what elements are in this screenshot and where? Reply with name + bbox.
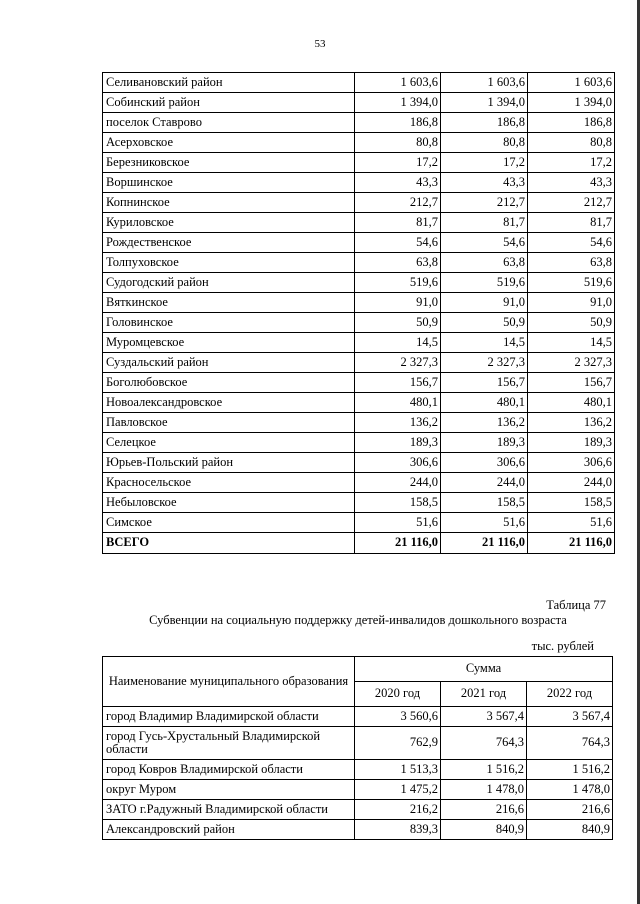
value-2021: 158,5	[441, 493, 528, 513]
municipality-name: Асерховское	[103, 133, 355, 153]
value-2021: 306,6	[441, 453, 528, 473]
value-2022: 244,0	[528, 473, 615, 493]
table-caption: Таблица 77	[546, 598, 606, 612]
total-2022: 21 116,0	[528, 533, 615, 554]
value-2021: 14,5	[441, 333, 528, 353]
municipality-name: Павловское	[103, 413, 355, 433]
value-2020: 306,6	[355, 453, 441, 473]
value-2022: 43,3	[528, 173, 615, 193]
municipality-name: город Гусь-Хрустальный Владимирской области	[103, 727, 355, 760]
municipality-name: Боголюбовское	[103, 373, 355, 393]
value-2022: 764,3	[527, 727, 613, 760]
value-2020: 50,9	[355, 313, 441, 333]
value-2020: 1 475,2	[355, 780, 441, 800]
table-row	[103, 433, 615, 453]
total-label: ВСЕГО	[103, 533, 355, 554]
value-2021: 51,6	[441, 513, 528, 533]
table-row	[103, 233, 615, 253]
value-2020: 81,7	[355, 213, 441, 233]
value-2022: 212,7	[528, 193, 615, 213]
municipality-name: Копнинское	[103, 193, 355, 213]
value-2022: 50,9	[528, 313, 615, 333]
table-row	[103, 113, 615, 133]
value-2022: 189,3	[528, 433, 615, 453]
value-2021: 43,3	[441, 173, 528, 193]
table-row	[103, 493, 615, 513]
municipality-name: Вяткинское	[103, 293, 355, 313]
value-2020: 1 603,6	[355, 73, 441, 93]
value-2022: 519,6	[528, 273, 615, 293]
value-2021: 80,8	[441, 133, 528, 153]
municipality-name: Судогодский район	[103, 273, 355, 293]
value-2020: 80,8	[355, 133, 441, 153]
value-2020: 212,7	[355, 193, 441, 213]
header-municipality: Наименование муниципального образования	[103, 657, 355, 707]
table-row	[103, 760, 613, 780]
table-row	[103, 707, 613, 727]
value-2022: 156,7	[528, 373, 615, 393]
value-2020: 3 560,6	[355, 707, 441, 727]
value-2020: 2 327,3	[355, 353, 441, 373]
value-2022: 136,2	[528, 413, 615, 433]
value-2020: 839,3	[355, 820, 441, 840]
value-2020: 17,2	[355, 153, 441, 173]
table-row	[103, 393, 615, 413]
table-row	[103, 353, 615, 373]
header-sum: Сумма	[355, 657, 613, 682]
total-2020: 21 116,0	[355, 533, 441, 554]
municipality-name: ЗАТО г.Радужный Владимирской области	[103, 800, 355, 820]
value-2022: 216,6	[527, 800, 613, 820]
value-2022: 3 567,4	[527, 707, 613, 727]
value-2021: 1 516,2	[441, 760, 527, 780]
total-2021: 21 116,0	[441, 533, 528, 554]
value-2020: 1 513,3	[355, 760, 441, 780]
value-2021: 63,8	[441, 253, 528, 273]
value-2021: 1 394,0	[441, 93, 528, 113]
header-year-2021: 2021 год	[441, 682, 527, 707]
municipality-name: Красносельское	[103, 473, 355, 493]
value-2022: 17,2	[528, 153, 615, 173]
value-2021: 519,6	[441, 273, 528, 293]
disabled-children-table-body	[103, 707, 613, 840]
municipality-name: Симское	[103, 513, 355, 533]
municipality-name: Куриловское	[103, 213, 355, 233]
header-year-2022: 2022 год	[527, 682, 613, 707]
value-2021: 216,6	[441, 800, 527, 820]
municipality-name: Головинское	[103, 313, 355, 333]
municipality-name: город Ковров Владимирской области	[103, 760, 355, 780]
value-2021: 3 567,4	[441, 707, 527, 727]
value-2020: 91,0	[355, 293, 441, 313]
table-row	[103, 800, 613, 820]
municipality-name: Толпуховское	[103, 253, 355, 273]
table-title: Субвенции на социальную поддержку детей-инвалидов дошкольного возраста	[149, 613, 567, 627]
value-2021: 764,3	[441, 727, 527, 760]
table-row	[103, 333, 615, 353]
value-2020: 136,2	[355, 413, 441, 433]
value-2020: 480,1	[355, 393, 441, 413]
value-2022: 1 478,0	[527, 780, 613, 800]
table-row	[103, 727, 613, 760]
subsidy-table-body	[103, 73, 615, 554]
value-2020: 51,6	[355, 513, 441, 533]
table-row	[103, 193, 615, 213]
value-2020: 189,3	[355, 433, 441, 453]
value-2021: 17,2	[441, 153, 528, 173]
value-2020: 1 394,0	[355, 93, 441, 113]
value-2021: 50,9	[441, 313, 528, 333]
municipality-name: Новоалександровское	[103, 393, 355, 413]
value-2021: 186,8	[441, 113, 528, 133]
table-row	[103, 453, 615, 473]
table-row	[103, 133, 615, 153]
table-row	[103, 173, 615, 193]
value-2021: 136,2	[441, 413, 528, 433]
table-row	[103, 93, 615, 113]
page-number: 53	[314, 38, 326, 50]
value-2021: 54,6	[441, 233, 528, 253]
value-2021: 244,0	[441, 473, 528, 493]
table-row	[103, 780, 613, 800]
value-2021: 91,0	[441, 293, 528, 313]
value-2021: 212,7	[441, 193, 528, 213]
value-2020: 244,0	[355, 473, 441, 493]
value-2020: 762,9	[355, 727, 441, 760]
value-2022: 840,9	[527, 820, 613, 840]
municipality-name: Селецкое	[103, 433, 355, 453]
value-2022: 1 394,0	[528, 93, 615, 113]
table-row	[103, 373, 615, 393]
table-row	[103, 513, 615, 533]
municipality-name: Рождественское	[103, 233, 355, 253]
table-row	[103, 293, 615, 313]
value-2020: 54,6	[355, 233, 441, 253]
municipality-name: Селивановский район	[103, 73, 355, 93]
value-2022: 81,7	[528, 213, 615, 233]
table-row	[103, 473, 615, 493]
table-row	[103, 820, 613, 840]
value-2021: 1 603,6	[441, 73, 528, 93]
value-2022: 1 516,2	[527, 760, 613, 780]
value-2020: 156,7	[355, 373, 441, 393]
value-2020: 43,3	[355, 173, 441, 193]
table-row	[103, 153, 615, 173]
units-label: тыс. рублей	[531, 639, 594, 653]
municipality-name: округ Муром	[103, 780, 355, 800]
municipality-name: Собинский район	[103, 93, 355, 113]
value-2021: 81,7	[441, 213, 528, 233]
municipality-name: Юрьев-Польский район	[103, 453, 355, 473]
value-2020: 63,8	[355, 253, 441, 273]
value-2021: 2 327,3	[441, 353, 528, 373]
municipality-name: Суздальский район	[103, 353, 355, 373]
value-2020: 519,6	[355, 273, 441, 293]
municipality-name: Березниковское	[103, 153, 355, 173]
value-2021: 480,1	[441, 393, 528, 413]
value-2020: 14,5	[355, 333, 441, 353]
value-2022: 186,8	[528, 113, 615, 133]
value-2020: 216,2	[355, 800, 441, 820]
municipality-name: Небыловское	[103, 493, 355, 513]
table-row	[103, 73, 615, 93]
value-2020: 158,5	[355, 493, 441, 513]
table-row	[103, 213, 615, 233]
value-2022: 14,5	[528, 333, 615, 353]
value-2020: 186,8	[355, 113, 441, 133]
disabled-children-subsidy-table	[102, 656, 613, 840]
municipality-name: Александровский район	[103, 820, 355, 840]
municipality-name: Воршинское	[103, 173, 355, 193]
municipality-name: поселок Ставрово	[103, 113, 355, 133]
table-row	[103, 313, 615, 333]
value-2022: 63,8	[528, 253, 615, 273]
municipality-name: город Владимир Владимирской области	[103, 707, 355, 727]
table-row	[103, 253, 615, 273]
value-2021: 840,9	[441, 820, 527, 840]
value-2022: 54,6	[528, 233, 615, 253]
value-2022: 306,6	[528, 453, 615, 473]
subsidy-table-continued	[102, 72, 615, 554]
value-2022: 158,5	[528, 493, 615, 513]
value-2021: 156,7	[441, 373, 528, 393]
municipality-name: Муромцевское	[103, 333, 355, 353]
value-2022: 80,8	[528, 133, 615, 153]
value-2022: 2 327,3	[528, 353, 615, 373]
value-2021: 189,3	[441, 433, 528, 453]
table-row	[103, 413, 615, 433]
value-2022: 1 603,6	[528, 73, 615, 93]
value-2022: 480,1	[528, 393, 615, 413]
value-2022: 91,0	[528, 293, 615, 313]
value-2022: 51,6	[528, 513, 615, 533]
total-row	[103, 533, 615, 554]
header-year-2020: 2020 год	[355, 682, 441, 707]
table-row	[103, 273, 615, 293]
value-2021: 1 478,0	[441, 780, 527, 800]
